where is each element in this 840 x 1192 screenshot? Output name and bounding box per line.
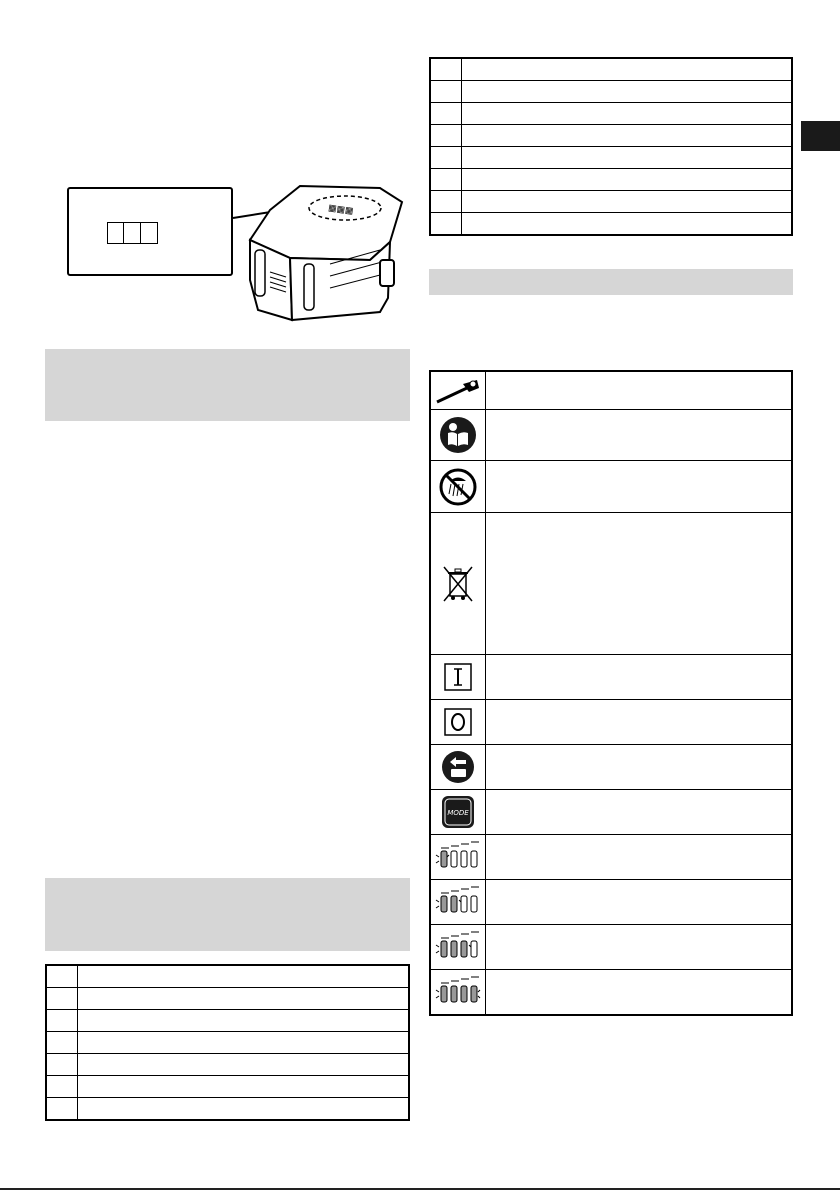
svg-text:MODE: MODE bbox=[447, 809, 469, 817]
table-cell bbox=[78, 1076, 410, 1098]
table-cell bbox=[46, 988, 78, 1010]
symbol-text bbox=[486, 700, 791, 744]
table-row bbox=[46, 988, 409, 1010]
symbol-text bbox=[486, 790, 791, 834]
symbol-row bbox=[431, 461, 791, 513]
label-cell bbox=[107, 222, 124, 244]
symbol-row bbox=[431, 513, 791, 655]
symbol-row bbox=[431, 700, 791, 745]
symbol-text bbox=[486, 925, 791, 969]
symbol-text bbox=[486, 745, 791, 789]
battery-level-3-icon bbox=[431, 925, 486, 969]
section-header-1 bbox=[45, 349, 410, 421]
table-cell bbox=[46, 1076, 78, 1098]
table-cell bbox=[430, 81, 462, 103]
table-row bbox=[430, 191, 792, 213]
table-row bbox=[46, 965, 409, 988]
read-manual-icon bbox=[431, 410, 486, 460]
table-row bbox=[46, 1054, 409, 1076]
symbol-text bbox=[486, 655, 791, 699]
table-row bbox=[430, 213, 792, 236]
table-cell bbox=[462, 147, 793, 169]
symbol-text bbox=[486, 410, 791, 460]
table-cell bbox=[46, 965, 78, 988]
symbol-text bbox=[486, 372, 791, 409]
symbol-row bbox=[431, 745, 791, 790]
symbol-row bbox=[431, 970, 791, 1014]
table-cell bbox=[46, 1010, 78, 1032]
symbol-row bbox=[431, 655, 791, 700]
table-row bbox=[430, 103, 792, 125]
table-cell bbox=[462, 81, 793, 103]
table-cell bbox=[462, 191, 793, 213]
table-cell bbox=[78, 965, 410, 988]
table-cell bbox=[46, 1098, 78, 1121]
symbol-row bbox=[431, 925, 791, 970]
symbol-row bbox=[431, 410, 791, 461]
table-cell bbox=[430, 58, 462, 81]
mode-button-icon bbox=[431, 790, 486, 834]
section-header-2 bbox=[45, 878, 410, 951]
section-header-3 bbox=[429, 269, 793, 295]
symbol-text bbox=[486, 835, 791, 879]
battery-level-2-icon bbox=[431, 880, 486, 924]
on-symbol-icon bbox=[431, 655, 486, 699]
table-cell bbox=[78, 1098, 410, 1121]
table-cell bbox=[462, 169, 793, 191]
crossed-bin-icon bbox=[431, 513, 486, 654]
table-cell bbox=[46, 1032, 78, 1054]
table-cell bbox=[430, 191, 462, 213]
table-row bbox=[46, 1010, 409, 1032]
symbol-text bbox=[486, 880, 791, 924]
table-cell bbox=[462, 213, 793, 236]
symbol-text bbox=[486, 970, 791, 1014]
symbol-row bbox=[431, 835, 791, 880]
svg-text:▦▦▦: ▦▦▦ bbox=[327, 203, 355, 217]
battery-level-4-icon bbox=[431, 970, 486, 1014]
symbol-row bbox=[431, 880, 791, 925]
table-cell bbox=[78, 1010, 410, 1032]
table-row bbox=[46, 1098, 409, 1121]
table-row bbox=[46, 1076, 409, 1098]
table-row bbox=[430, 81, 792, 103]
label-cells bbox=[107, 222, 158, 244]
footer-rule bbox=[0, 1188, 840, 1190]
unlock-lever-icon bbox=[431, 745, 486, 789]
table-cell bbox=[78, 1032, 410, 1054]
label-cell bbox=[124, 222, 141, 244]
table-row bbox=[430, 169, 792, 191]
off-symbol-icon bbox=[431, 700, 486, 744]
table-cell bbox=[462, 58, 793, 81]
table-cell bbox=[430, 213, 462, 236]
symbol-text bbox=[486, 461, 791, 512]
table-cell bbox=[462, 103, 793, 125]
table-row bbox=[430, 58, 792, 81]
hedge-trimmer-icon bbox=[431, 372, 486, 409]
table-row bbox=[46, 1032, 409, 1054]
battery-pack-icon bbox=[230, 180, 410, 330]
battery-level-1-icon bbox=[431, 835, 486, 879]
table-cell bbox=[430, 147, 462, 169]
table-cell bbox=[430, 103, 462, 125]
right-parts-table bbox=[429, 57, 793, 236]
table-cell bbox=[430, 125, 462, 147]
table-row bbox=[430, 125, 792, 147]
label-cell bbox=[141, 222, 158, 244]
table-row bbox=[430, 147, 792, 169]
symbol-row bbox=[431, 372, 791, 410]
language-tab-marker bbox=[801, 121, 840, 151]
label-callout-box bbox=[67, 187, 233, 276]
table-cell bbox=[462, 125, 793, 147]
symbols-table bbox=[429, 370, 793, 1016]
table-cell bbox=[78, 1054, 410, 1076]
symbol-row bbox=[431, 790, 791, 835]
table-cell bbox=[430, 169, 462, 191]
table-cell bbox=[78, 988, 410, 1010]
no-rain-icon bbox=[431, 461, 486, 512]
symbol-text bbox=[486, 513, 791, 654]
left-parts-table bbox=[45, 964, 410, 1121]
table-cell bbox=[46, 1054, 78, 1076]
